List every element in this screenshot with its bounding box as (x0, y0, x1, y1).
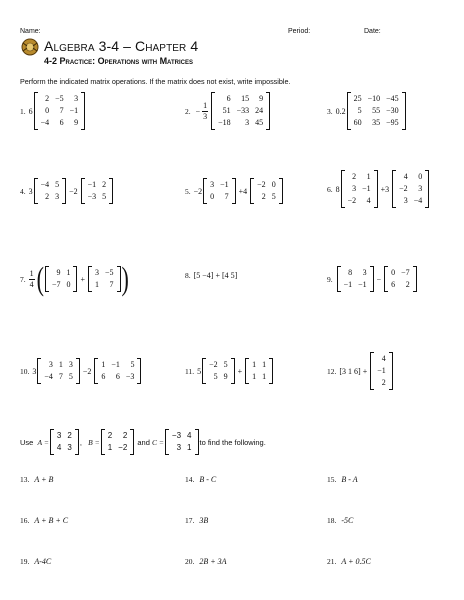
matrix-cell: −2 (399, 184, 408, 193)
matrix-cell: 3 (362, 268, 367, 277)
matrix-cell: 45 (255, 118, 264, 127)
matrix-cell: −2 (118, 443, 128, 452)
matrix-cell: 5 (357, 106, 362, 115)
problem-5: 5. −2 3 −1 0 7 +4 −2 0 2 5 (185, 178, 284, 204)
matrix-cell: 5 (68, 372, 73, 381)
period-label: Period: (288, 28, 311, 35)
matrix-cell: −1 (220, 180, 229, 189)
problem-9: 9. 8 3 −1 −1 − 0 −7 6 2 (327, 266, 418, 292)
matrix-cell: −4 (44, 372, 53, 381)
matrix-cell: 7 (58, 372, 63, 381)
matrix-cell: 4 (56, 443, 62, 452)
matrix-cell: −95 (386, 118, 399, 127)
matrix-cell: 3 (176, 443, 182, 452)
matrix-cell: 2 (67, 431, 72, 440)
matrix-cell: 25 (353, 94, 362, 103)
matrix-cell: 2 (405, 280, 410, 289)
matrix (384, 266, 417, 292)
matrix-cell: −2 (347, 196, 357, 205)
matrix (250, 178, 283, 204)
matrix-cell: 3 (56, 431, 62, 440)
matrix-cell: 4 (366, 196, 371, 205)
problem-12: 12. [3 1 6] + 4 −1 2 (327, 352, 394, 390)
matrix-cell: 1 (252, 360, 257, 369)
matrix-cell: 3 (94, 268, 99, 277)
matrix-cell: 3 (245, 118, 250, 127)
matrix-cell: 9 (74, 118, 79, 127)
matrix-cell: 8 (348, 268, 353, 277)
matrix-cell: 9 (223, 372, 228, 381)
matrix-cell: −18 (218, 118, 231, 127)
matrix-cell: 3 (74, 94, 79, 103)
matrix-cell: 2 (45, 94, 50, 103)
matrix-cell: 0 (271, 180, 276, 189)
matrix-cell: −1 (87, 180, 97, 189)
matrix-cell: 1 (58, 360, 63, 369)
matrix-cell: 2 (45, 192, 50, 201)
matrix-cell: −33 (236, 106, 250, 115)
matrix-cell: 0 (66, 280, 71, 289)
matrix-cell: 1 (66, 268, 71, 277)
matrix-cell: −4 (40, 180, 50, 189)
problem-6: 6. 8 2 1 3 −1 −2 4 +3 4 0 −2 3 3 −4 (327, 170, 430, 208)
matrix-cell: 60 (353, 118, 362, 127)
matrix-cell: 7 (59, 106, 64, 115)
matrix-cell: 4 (381, 354, 386, 363)
matrix-cell: 0 (391, 268, 396, 277)
matrix (392, 170, 429, 208)
matrix-cell: 9 (56, 268, 61, 277)
matrix-cell: 3 (418, 184, 423, 193)
matrix (34, 178, 67, 204)
matrix-cell: −5 (104, 268, 114, 277)
matrix-cell: −3 (87, 192, 97, 201)
school-logo-icon (20, 37, 40, 57)
matrix-cell: 7 (109, 280, 114, 289)
problem-4: 4. 3 −4 5 2 3 −2 −1 2 −3 5 (20, 178, 114, 204)
exercise-15: 15. B - A (327, 475, 358, 484)
matrix-cell: 1 (366, 172, 371, 181)
matrix-cell: 1 (101, 360, 106, 369)
matrix-cell: 3 (67, 443, 72, 452)
matrix-cell: 9 (259, 94, 264, 103)
matrix-cell: 2 (381, 378, 386, 387)
matrix-cell: −1 (343, 280, 353, 289)
matrix (88, 266, 121, 292)
matrix (202, 358, 235, 384)
matrix-cell: 6 (115, 372, 120, 381)
matrix-cell: 5 (223, 360, 228, 369)
matrix-cell: 5 (55, 180, 60, 189)
matrix-cell: 15 (241, 94, 250, 103)
exercise-21: 21. A + 0.5C (327, 557, 371, 566)
matrix-cell: 5 (213, 372, 218, 381)
page-title: Algebra 3-4 – Chapter 4 (44, 38, 199, 54)
matrix-cell: −30 (386, 106, 399, 115)
matrix-cell: 2 (261, 192, 266, 201)
matrix-cell: −7 (401, 268, 410, 277)
matrix-cell: 2 (107, 431, 113, 440)
matrix-cell: −1 (358, 280, 367, 289)
matrix-cell: 6 (101, 372, 106, 381)
problem-7: 7. $\frac{1}{4}$ ( 9 1 −7 0 + 3 −5 1 7 ) (20, 259, 129, 297)
problem-3: 3. 0.2 25 −10 −45 5 55 −30 60 35 −95 (327, 92, 407, 130)
matrix (347, 92, 406, 130)
exercise-19: 19. A-4C (20, 557, 52, 566)
matrix-cell: −4 (413, 196, 423, 205)
matrix-cell: −45 (386, 94, 399, 103)
matrix-cell: −3 (125, 372, 135, 381)
matrix-c (165, 429, 199, 455)
matrix-cell: 1 (107, 443, 113, 452)
matrix-cell: 5 (130, 360, 135, 369)
matrix-cell: 5 (102, 192, 107, 201)
matrix-cell: 3 (68, 360, 73, 369)
problem-10: 10. 3 3 1 3 −4 7 5 −2 1 −1 5 6 6 −3 (20, 358, 142, 384)
matrix-b (101, 429, 135, 455)
matrix-cell: 1 (252, 372, 257, 381)
matrix (337, 266, 374, 292)
name-label: Name: (20, 28, 41, 35)
matrix-cell: 1 (94, 280, 99, 289)
matrix-cell: −2 (257, 180, 266, 189)
matrix-cell: −1 (362, 184, 371, 193)
fraction: $\frac{1}{4}$ (29, 268, 34, 289)
matrix-cell: 3 (210, 180, 215, 189)
matrix-cell: 0 (210, 192, 215, 201)
matrix (370, 352, 393, 390)
exercise-20: 20. 2B + 3A (185, 557, 227, 566)
matrix (37, 358, 80, 384)
matrix-cell: 1 (262, 360, 267, 369)
matrix-cell: 3 (48, 360, 53, 369)
matrix-cell: 0 (418, 172, 423, 181)
exercise-17: 17. 3B (185, 516, 209, 525)
matrix (203, 178, 236, 204)
matrix-cell: 35 (372, 118, 381, 127)
matrix-cell: 2 (102, 180, 107, 189)
matrix (34, 92, 86, 130)
matrix (341, 170, 378, 208)
exercise-13: 13. A + B (20, 475, 54, 484)
matrix-cell: 7 (224, 192, 229, 201)
matrix-a (50, 429, 79, 455)
matrix-cell: −3 (171, 431, 182, 440)
matrix-cell: 3 (352, 184, 357, 193)
matrix-cell: −1 (69, 106, 79, 115)
matrix-cell: 1 (187, 443, 192, 452)
matrix-cell: 4 (403, 172, 408, 181)
matrix (45, 266, 78, 292)
matrix-cell: 4 (187, 431, 192, 440)
matrix-cell: 1 (262, 372, 267, 381)
problem-2: 2. − $\frac{1}{3}$ 6 15 9 51 −33 24 −18 3 45 (185, 92, 271, 130)
instructions: Perform the indicated matrix operations. If the matrix does not exist, write impossible. (20, 77, 291, 86)
matrix-cell: 6 (59, 118, 64, 127)
matrix (211, 92, 270, 130)
date-label: Date: (364, 28, 381, 35)
matrix-cell: 6 (226, 94, 231, 103)
matrix-cell: −1 (111, 360, 120, 369)
matrix-cell: 51 (222, 106, 231, 115)
page-subtitle: 4-2 Practice: Operations with Matrices (44, 56, 193, 66)
matrix-cell: 3 (55, 192, 60, 201)
problem-11: 11. 5 −2 5 5 9 + 1 1 1 1 (185, 358, 274, 384)
matrix-cell: 3 (403, 196, 408, 205)
matrix (81, 178, 114, 204)
use-definitions: Use A = 3 2 4 3 , B = 2 2 1 −2 and C = −3 4 3 1 to find the following. (20, 429, 266, 455)
matrix-cell: 24 (255, 106, 264, 115)
exercise-14: 14. B - C (185, 475, 217, 484)
problem-8: 8. [5 −4] + [4 5] (185, 271, 238, 280)
matrix (245, 358, 273, 384)
matrix-cell: −2 (209, 360, 218, 369)
matrix-cell: 0 (45, 106, 50, 115)
matrix-cell: 2 (352, 172, 357, 181)
matrix-cell: −1 (377, 366, 386, 375)
matrix-cell: 2 (122, 431, 128, 440)
matrix (94, 358, 141, 384)
matrix-cell: 5 (271, 192, 276, 201)
exercise-16: 16. A + B + C (20, 516, 69, 525)
problem-1: 1. 6 2 −5 3 0 7 −1 −4 6 9 (20, 92, 86, 130)
matrix-cell: −5 (55, 94, 64, 103)
matrix-cell: 6 (391, 280, 396, 289)
fraction: $\frac{1}{3}$ (203, 100, 208, 121)
matrix-cell: −4 (40, 118, 50, 127)
matrix-cell: 55 (372, 106, 381, 115)
matrix-cell: −7 (51, 280, 61, 289)
exercise-18: 18. -5C (327, 516, 354, 525)
matrix-cell: −10 (367, 94, 381, 103)
